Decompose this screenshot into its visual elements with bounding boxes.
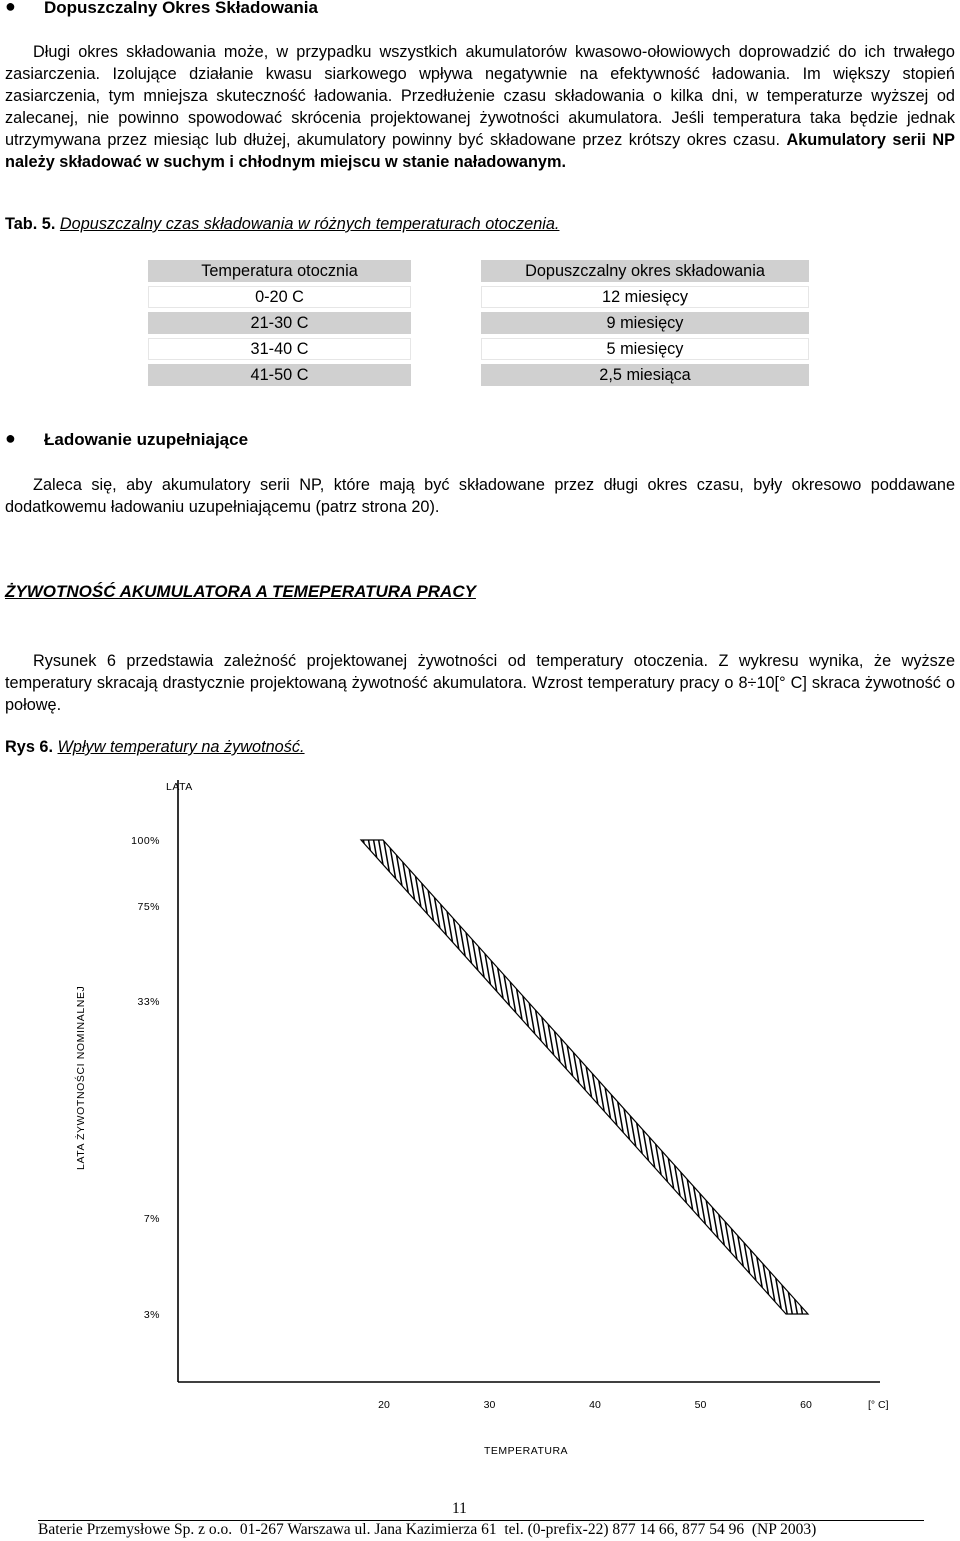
table-cell: 21-30 C (148, 312, 411, 334)
table-header-cell: Temperatura otocznia (148, 260, 411, 282)
lifetime-paragraph (5, 650, 955, 716)
charging-paragraph (5, 474, 955, 518)
figure-caption (5, 738, 305, 757)
table-cell: 31-40 C (148, 338, 411, 360)
section-title-lifetime: ŻYWOTNOŚĆ AKUMULATORA A TEMEPERATURA PRACY (5, 582, 476, 601)
x-tick-label: 40 (589, 1399, 601, 1411)
x-tick-label: 60 (800, 1399, 812, 1411)
table-cell: 2,5 miesiąca (481, 364, 809, 386)
x-tick-label: 50 (694, 1399, 707, 1411)
section-heading-charging: Ładowanie uzupełniające (44, 430, 249, 449)
figure-label: Rys 6. (5, 738, 53, 756)
y-top-label: LATA (166, 781, 193, 793)
y-tick-label: 75% (137, 901, 160, 913)
table-caption-text: Dopuszczalny czas składowania w różnych temperaturach otoczenia. (59, 215, 560, 233)
y-tick-labels (131, 835, 160, 1321)
y-tick-label: 7% (143, 1213, 160, 1225)
page-number: 11 (452, 1500, 467, 1517)
table-cell: 5 miesięcy (481, 338, 809, 360)
table-header-cell: Dopuszczalny okres składowania (481, 260, 809, 282)
y-tick-label: 33% (137, 996, 160, 1008)
table-row (148, 286, 809, 308)
y-tick-label: 100% (131, 835, 160, 847)
charging-paragraph-text: Zaleca się, aby akumulatory serii NP, które mają być składowane przez długi okres czasu, były okresowo poddawane dodatkowemu ładowaniu uzupełniającemu (patrz strona 20). (5, 476, 955, 516)
table-cell: 9 miesięcy (481, 312, 809, 334)
x-unit-label: [° C] (868, 1399, 889, 1411)
storage-paragraph-bold: Akumulatory serii NP należy składować w suchym i chłodnym miejscu w stanie naładowanym. (5, 131, 955, 171)
x-axis-title: TEMPERATURA (484, 1445, 569, 1457)
storage-table (148, 256, 809, 390)
figure-caption-text: Wpływ temperatury na żywotność. (57, 738, 305, 756)
footer-company: Baterie Przemysłowe Sp. z o.o. 01-267 Warszawa ul. Jana Kazimierza 61 tel. (0-prefix-22) 877 14 66, 877 54 96 (NP 2003) (38, 1521, 817, 1538)
storage-paragraph-text: Długi okres składowania może, w przypadku wszystkich akumulatorów kwasowo-ołowiowych doprowadzić do ich trwałego zasiarczenia. Izolujące działanie kwasu siarkowego wpływa negatywnie na efektywność ładowania. Im większy stopień zasiarczenia, tym mniejsza skuteczność ładowania. Przedłużenie czasu składowania o kilka dni, w temperaturze wyższej od zalecanej, nie powinno spowodować skrócenia projektowanej żywotności akumulatora. Jeśli temperatura taka będzie jednak utrzymywana przez miesiąc lub dłużej, akumulatory powinny być składowane przez krótszy okres czasu. (5, 43, 955, 149)
table-header-row (148, 260, 809, 282)
table-label: Tab. 5. (5, 215, 56, 233)
x-tick-label: 20 (378, 1399, 390, 1411)
x-tick-labels (378, 1399, 812, 1411)
series-band (361, 840, 808, 1314)
x-tick-label: 30 (483, 1399, 496, 1411)
y-tick-label: 3% (143, 1309, 160, 1321)
y-axis-title: LATA ŻYWOTNOŚCI NOMINALNEJ (75, 985, 87, 1170)
lifetime-paragraph-text: Rysunek 6 przedstawia zależność projektowanej żywotności od temperatury otoczenia. Z wykresu wynika, że wyższe temperatury skracają drastycznie projektowaną żywotność akumulatora. Wzrost temperatury pracy o 8÷10[° C] skraca żywotność o połowę. (5, 652, 955, 714)
table-row (148, 338, 809, 360)
bullet-icon: ● (5, 428, 16, 448)
table-cell: 12 miesięcy (481, 286, 809, 308)
storage-paragraph (5, 41, 955, 173)
table-cell: 41-50 C (148, 364, 411, 386)
table-row (148, 364, 809, 386)
bullet-icon: ● (5, 0, 16, 16)
series-line (361, 840, 808, 1314)
table-row (148, 312, 809, 334)
table-caption (5, 215, 559, 234)
section-heading-storage: Dopuszczalny Okres Składowania (44, 0, 318, 17)
table-cell: 0-20 C (148, 286, 411, 308)
lifetime-chart (0, 770, 960, 1470)
